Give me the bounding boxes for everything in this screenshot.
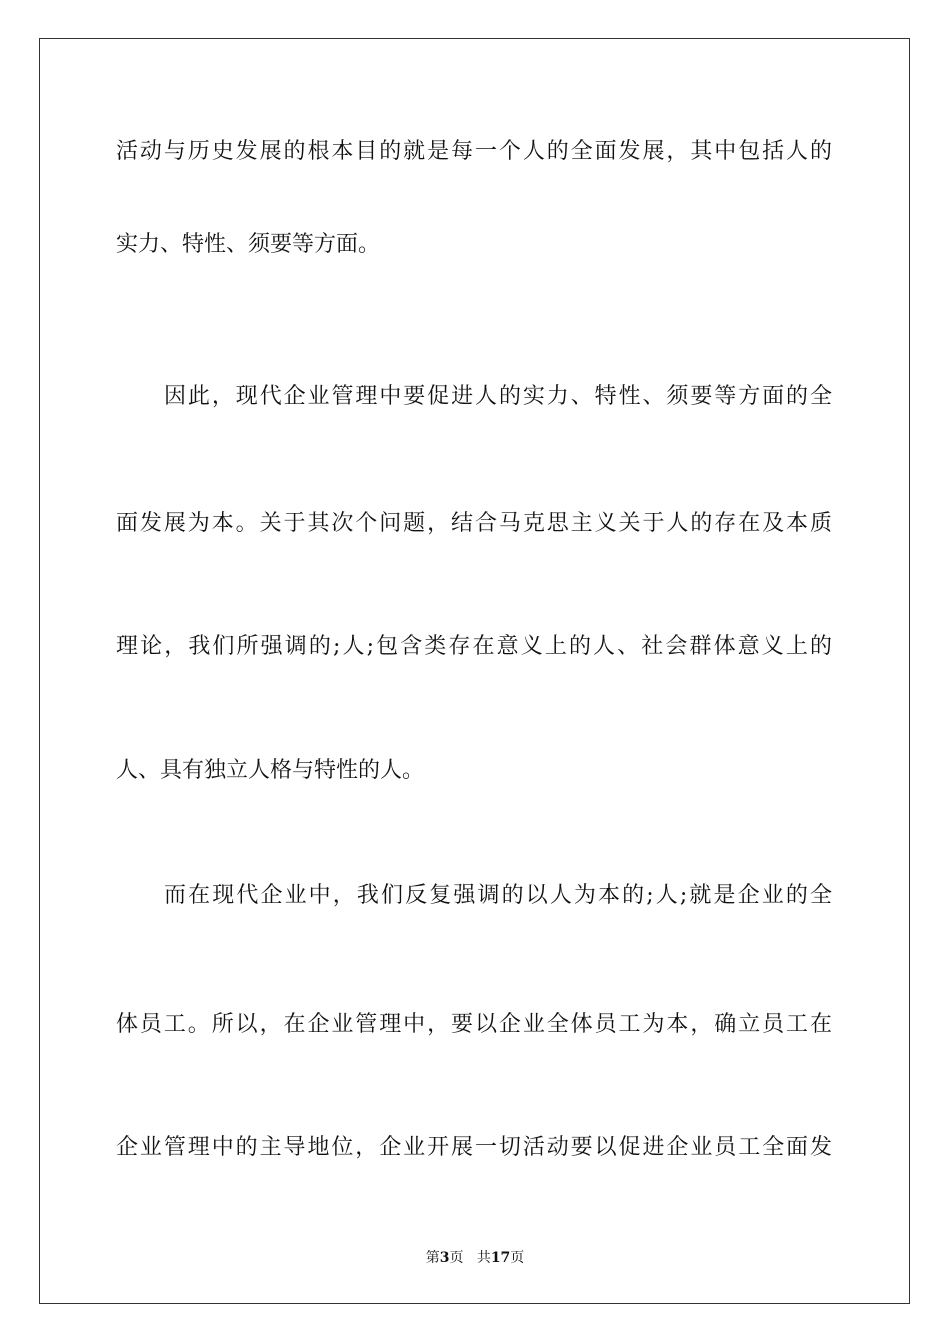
footer-total-prefix: 共 [476, 1250, 491, 1266]
text-line-8: 体员工。所以，在企业管理中，要以企业全体员工为本，确立员工在 [116, 1012, 832, 1037]
footer-page-suffix: 页 [449, 1250, 464, 1266]
text-line-5: 理论，我们所强调的;人;包含类存在意义上的人、社会群体意义上的 [116, 634, 832, 659]
text-line-9: 企业管理中的主导地位，企业开展一切活动要以促进企业员工全面发 [116, 1135, 832, 1160]
text-line-1: 活动与历史发展的根本目的就是每一个人的全面发展，其中包括人的 [116, 139, 832, 164]
page-footer [0, 1248, 950, 1268]
footer-page-number: 3 [439, 1250, 450, 1266]
text-line-2: 实力、特性、须要等方面。 [116, 232, 381, 257]
text-line-7: 而在现代企业中，我们反复强调的以人为本的;人;就是企业的全 [164, 883, 832, 908]
text-line-6: 人、具有独立人格与特性的人。 [116, 758, 425, 783]
footer-total-suffix: 页 [510, 1250, 525, 1266]
text-line-4: 面发展为本。关于其次个问题，结合马克思主义关于人的存在及本质 [116, 511, 832, 536]
footer-page-prefix: 第 [425, 1250, 440, 1266]
text-line-3: 因此，现代企业管理中要促进人的实力、特性、须要等方面的全 [164, 384, 832, 409]
footer-total-pages: 17 [490, 1250, 511, 1266]
